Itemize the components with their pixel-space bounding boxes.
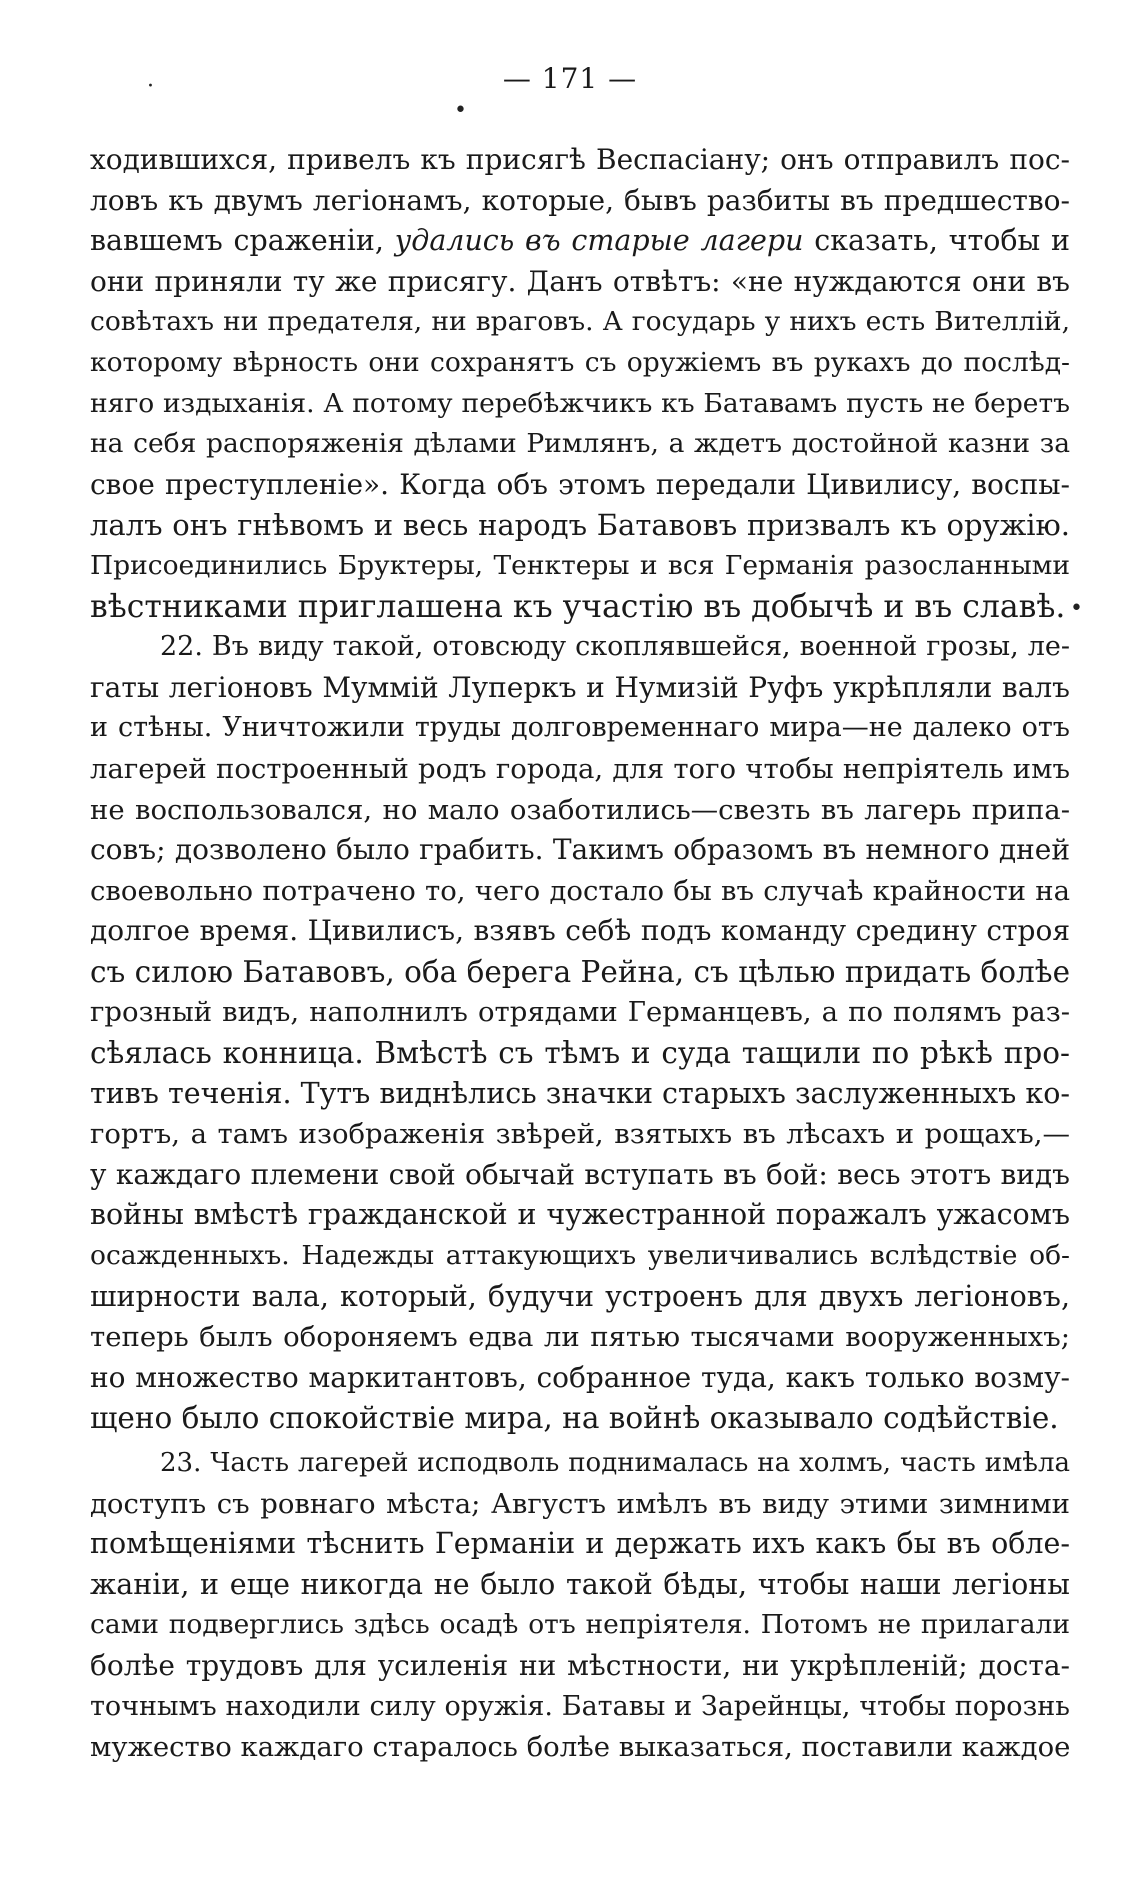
text-line: гаты легіоновъ Муммій Луперкъ и Нумизій Руфъ укрѣпляли валъ bbox=[90, 670, 1070, 704]
text-line: осажденныхъ. Надежды аттакующихъ увеличивались вслѣдствіе об- bbox=[90, 1240, 1070, 1272]
text-line: долгое время. Цивилисъ, взявъ себѣ подъ команду средину строя bbox=[90, 914, 1070, 948]
text-line: няго издыханія. А потому перебѣжчикъ къ Батавамъ пусть не беретъ bbox=[90, 387, 1070, 419]
text-line: вѣстниками приглашена къ участію въ добычѣ и въ славѣ. bbox=[90, 588, 1066, 625]
text-line: мужество каждаго старалось болѣе выказаться, поставили каждое bbox=[90, 1731, 1071, 1764]
text-line: но множество маркитантовъ, собранное туда, какъ только возму- bbox=[90, 1360, 1070, 1394]
paragraph-22 bbox=[90, 627, 1070, 1439]
speck-mark: • bbox=[1070, 596, 1083, 621]
text-line: Присоединились Бруктеры, Тенктеры и вся Германія разосланными bbox=[90, 549, 1070, 581]
text-line: совѣтахъ ни предателя, ни враговъ. А государь у нихъ есть Вителлій, bbox=[90, 306, 1070, 338]
text-line: ловъ къ двумъ легіонамъ, которые, бывъ разбиты въ предшество- bbox=[90, 183, 1070, 217]
text-line: лалъ онъ гнѣвомъ и весь народъ Батавовъ призвалъ къ оружію. bbox=[90, 508, 1070, 543]
text-line: совъ; дозволено было грабить. Такимъ образомъ въ немного дней bbox=[90, 833, 1070, 867]
text-line: тивъ теченія. Тутъ виднѣлись значки старыхъ заслуженныхъ ко- bbox=[90, 1076, 1070, 1110]
speck-mark: · bbox=[147, 74, 154, 99]
text-line: лагерей построенный родъ города, для того чтобы непріятель имъ bbox=[90, 752, 1070, 785]
text-line: вавшемъ сраженіи, удались въ старые лагери сказать, чтобы и bbox=[90, 224, 1070, 258]
text-line: своевольно потрачено то, чего достало бы въ случаѣ крайности на bbox=[90, 874, 1070, 907]
text-line: войны вмѣстѣ гражданской и чужестранной поражалъ ужасомъ bbox=[90, 1198, 1070, 1232]
text-line: щено было спокойствіе мира, на войнѣ оказывало содѣйствіе. bbox=[90, 1401, 1059, 1436]
paragraph bbox=[90, 140, 1070, 627]
text-line: доступъ съ ровнаго мѣста; Августъ имѣлъ въ виду этими зимними bbox=[90, 1487, 1070, 1520]
body-text bbox=[90, 140, 1070, 1768]
text-line: 22. Въ виду такой, отовсюду скоплявшейся, военной грозы, ле- bbox=[160, 631, 1070, 663]
text-line: не воспользовался, но мало озаботились—свезть въ лагерь припа- bbox=[90, 793, 1070, 826]
page-number: — 171 — bbox=[502, 62, 638, 95]
text-line: ширности вала, который, будучи устроенъ для двухъ легіоновъ, bbox=[90, 1279, 1070, 1313]
text-line: ходившихся, привелъ къ присягѣ Веспасіану; онъ отправилъ пос- bbox=[90, 143, 1070, 176]
text-line: гортъ, а тамъ изображенія звѣрей, взятыхъ въ лѣсахъ и рощахъ,— bbox=[90, 1118, 1070, 1151]
text-line: жаніи, и еще никогда не было такой бѣды, чтобы наши легіоны bbox=[90, 1567, 1070, 1601]
text-line: которому вѣрность они сохранятъ съ оружіемъ въ рукахъ до послѣд- bbox=[90, 346, 1070, 378]
text-line: сами подверглись здѣсь осадѣ отъ непріятеля. Потомъ не прилагали bbox=[90, 1609, 1070, 1641]
speck-mark: • bbox=[454, 98, 467, 123]
text-line: сѣялась конница. Вмѣстѣ съ тѣмъ и суда тащили по рѣкѣ про- bbox=[90, 1036, 1070, 1071]
text-line: помѣщеніями тѣснить Германіи и держать ихъ какъ бы въ обле- bbox=[90, 1527, 1070, 1561]
text-line: грозный видъ, наполнилъ отрядами Германцевъ, а по полямъ раз- bbox=[90, 996, 1070, 1029]
text-line: и стѣны. Уничтожили труды долговременнаго мира—не далеко отъ bbox=[90, 712, 1070, 744]
text-line: у каждаго племени свой обычай вступать въ бой: весь этотъ видъ bbox=[90, 1157, 1070, 1191]
text-line: свое преступленіе». Когда объ этомъ передали Цивилису, воспы- bbox=[90, 467, 1070, 501]
text-line: съ силою Батавовъ, оба берега Рейна, съ цѣлью придать болѣе bbox=[90, 954, 1071, 989]
text-line: 23. Часть лагерей исподволь поднималась на холмъ, часть имѣла bbox=[160, 1448, 1070, 1478]
italic-phrase: удались въ старые лагери bbox=[394, 224, 804, 258]
text-line: на себя распоряженія дѣлами Римлянъ, а ждетъ достойной казни за bbox=[90, 428, 1070, 460]
paragraph-23 bbox=[90, 1443, 1070, 1768]
text-line: они приняли ту же присягу. Данъ отвѣтъ: «не нуждаются они въ bbox=[90, 264, 1070, 298]
text-line: теперь былъ обороняемъ едва ли пятью тысячами вооруженныхъ; bbox=[90, 1321, 1070, 1354]
text-line: болѣе трудовъ для усиленія ни мѣстности, ни укрѣпленій; доста- bbox=[90, 1648, 1070, 1682]
text-line: точнымъ находили силу оружія. Батавы и Зарейнцы, чтобы порознь bbox=[90, 1690, 1070, 1722]
